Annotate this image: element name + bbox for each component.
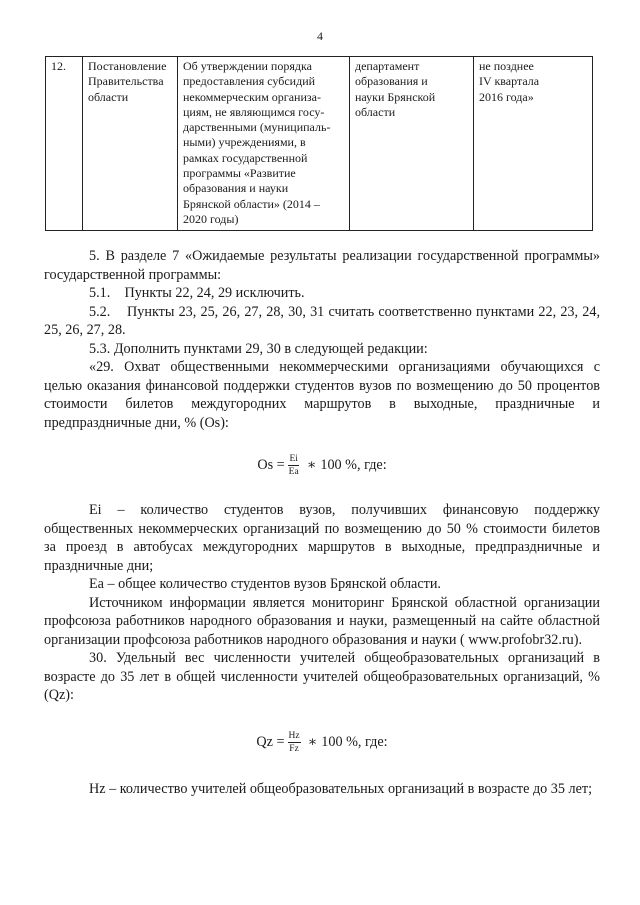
paragraph-30: 30. Удельный вес численности учителей общеобразовательных организаций в возрасте до 35 лет в общей численности учителей общеобразовательных организаций, % (Qz): [44, 650, 600, 703]
formula-numerator: Hz [288, 730, 300, 741]
formula-denominator: Ea [288, 467, 299, 477]
paragraph-ei-definition: Ei – количество студентов вузов, получивших финансовую поддержку общественных некоммерческих организаций по возмещению до 50 % стоимости билетов за проезд в автобусах междугородних маршрутов в выходные, предпраздничные и праздничные дни; [44, 502, 600, 574]
formula-fraction [288, 731, 301, 754]
formula-multiply: ∗ [306, 457, 317, 474]
deadline-line: не позднее [479, 59, 534, 73]
responsible-line: образования и [355, 74, 428, 89]
formula-denominator: Fz [289, 743, 299, 754]
paragraph-5-3: 5.3. Дополнить пунктами 29, 30 в следующей редакции: [89, 340, 428, 357]
doc-title-line: некоммерческим организа- [183, 89, 321, 104]
paragraph-5-1: 5.1. Пункты 22, 24, 29 исключить. [89, 285, 305, 301]
doc-type-cell [83, 57, 178, 231]
deadline-line: 2016 года» [479, 89, 534, 104]
deadline-cell [474, 57, 593, 231]
doc-title-line: программы «Развитие [183, 166, 296, 181]
doc-title-line: 2020 годы) [183, 211, 239, 226]
responsible-cell [350, 57, 474, 231]
formula-rhs: 100 %, где: [321, 733, 388, 750]
page-number: 4 [317, 29, 323, 43]
formula-rhs: 100 %, где: [320, 457, 387, 474]
document-body [44, 247, 600, 798]
doc-title-line: предоставления субсидий [183, 74, 316, 89]
doc-type-line: Постановление [88, 59, 167, 73]
formula-lhs: Qz = [256, 733, 285, 750]
formula-qz [44, 731, 600, 754]
responsible-line: департамент [355, 59, 420, 73]
paragraph-ea-definition: Ea – общее количество студентов вузов Брянской области. [89, 576, 441, 592]
doc-title-line: дарственными (муниципаль- [183, 120, 331, 135]
paragraph-5-2: 5.2. Пункты 23, 25, 26, 27, 28, 30, 31 считать соответственно пунктами 22, 23, 24, 25, 26, 27, 28. [44, 303, 600, 338]
program-table [45, 56, 593, 231]
doc-title-line: циям, не являющимся госу- [183, 104, 325, 119]
responsible-line: науки Брянской [355, 89, 436, 104]
responsible-line: области [355, 104, 396, 119]
formula-os [44, 454, 600, 477]
paragraph-hz-definition: Hz – количество учителей общеобразовательных организаций в возрасте до 35 лет; [89, 780, 593, 797]
formula-lhs: Os = [257, 457, 285, 474]
row-number: 12. [51, 59, 66, 73]
doc-type-line: Правительства [88, 74, 164, 89]
formula-multiply: ∗ [307, 733, 318, 750]
row-number-cell [46, 57, 83, 231]
doc-type-line: области [88, 89, 129, 104]
formula-fraction [288, 454, 300, 477]
paragraph-source: Источником информации является мониторинг Брянской областной организации профсоюза работников народного образования и науки, размещенный на сайте областной организации профсоюза работников народного образования и науки ( www.profobr32.ru). [44, 594, 600, 648]
formula-numerator: Ei [289, 454, 298, 464]
doc-title-line: образования и науки [183, 181, 289, 196]
table-row [46, 57, 593, 231]
doc-title-line: Об утверждении порядка [183, 59, 312, 73]
deadline-line: IV квартала [479, 74, 540, 89]
doc-title-line: ными) учреждениями, в [183, 135, 306, 150]
paragraph-29: «29. Охват общественными некоммерческими организациями обучающихся с целью оказания финансовой поддержки студентов вузов по возмещению до 50 процентов стоимости билетов междугородних маршрутов в выходные, праздничные и предпраздничные дни, % (Os): [44, 359, 600, 431]
doc-title-cell [178, 57, 350, 231]
doc-title-line: рамках государственной [183, 150, 308, 165]
doc-title-line: Брянской области» (2014 – [183, 196, 320, 211]
paragraph-section-7: 5. В разделе 7 «Ожидаемые результаты реализации государственной программы» государственной программы: [44, 248, 600, 283]
